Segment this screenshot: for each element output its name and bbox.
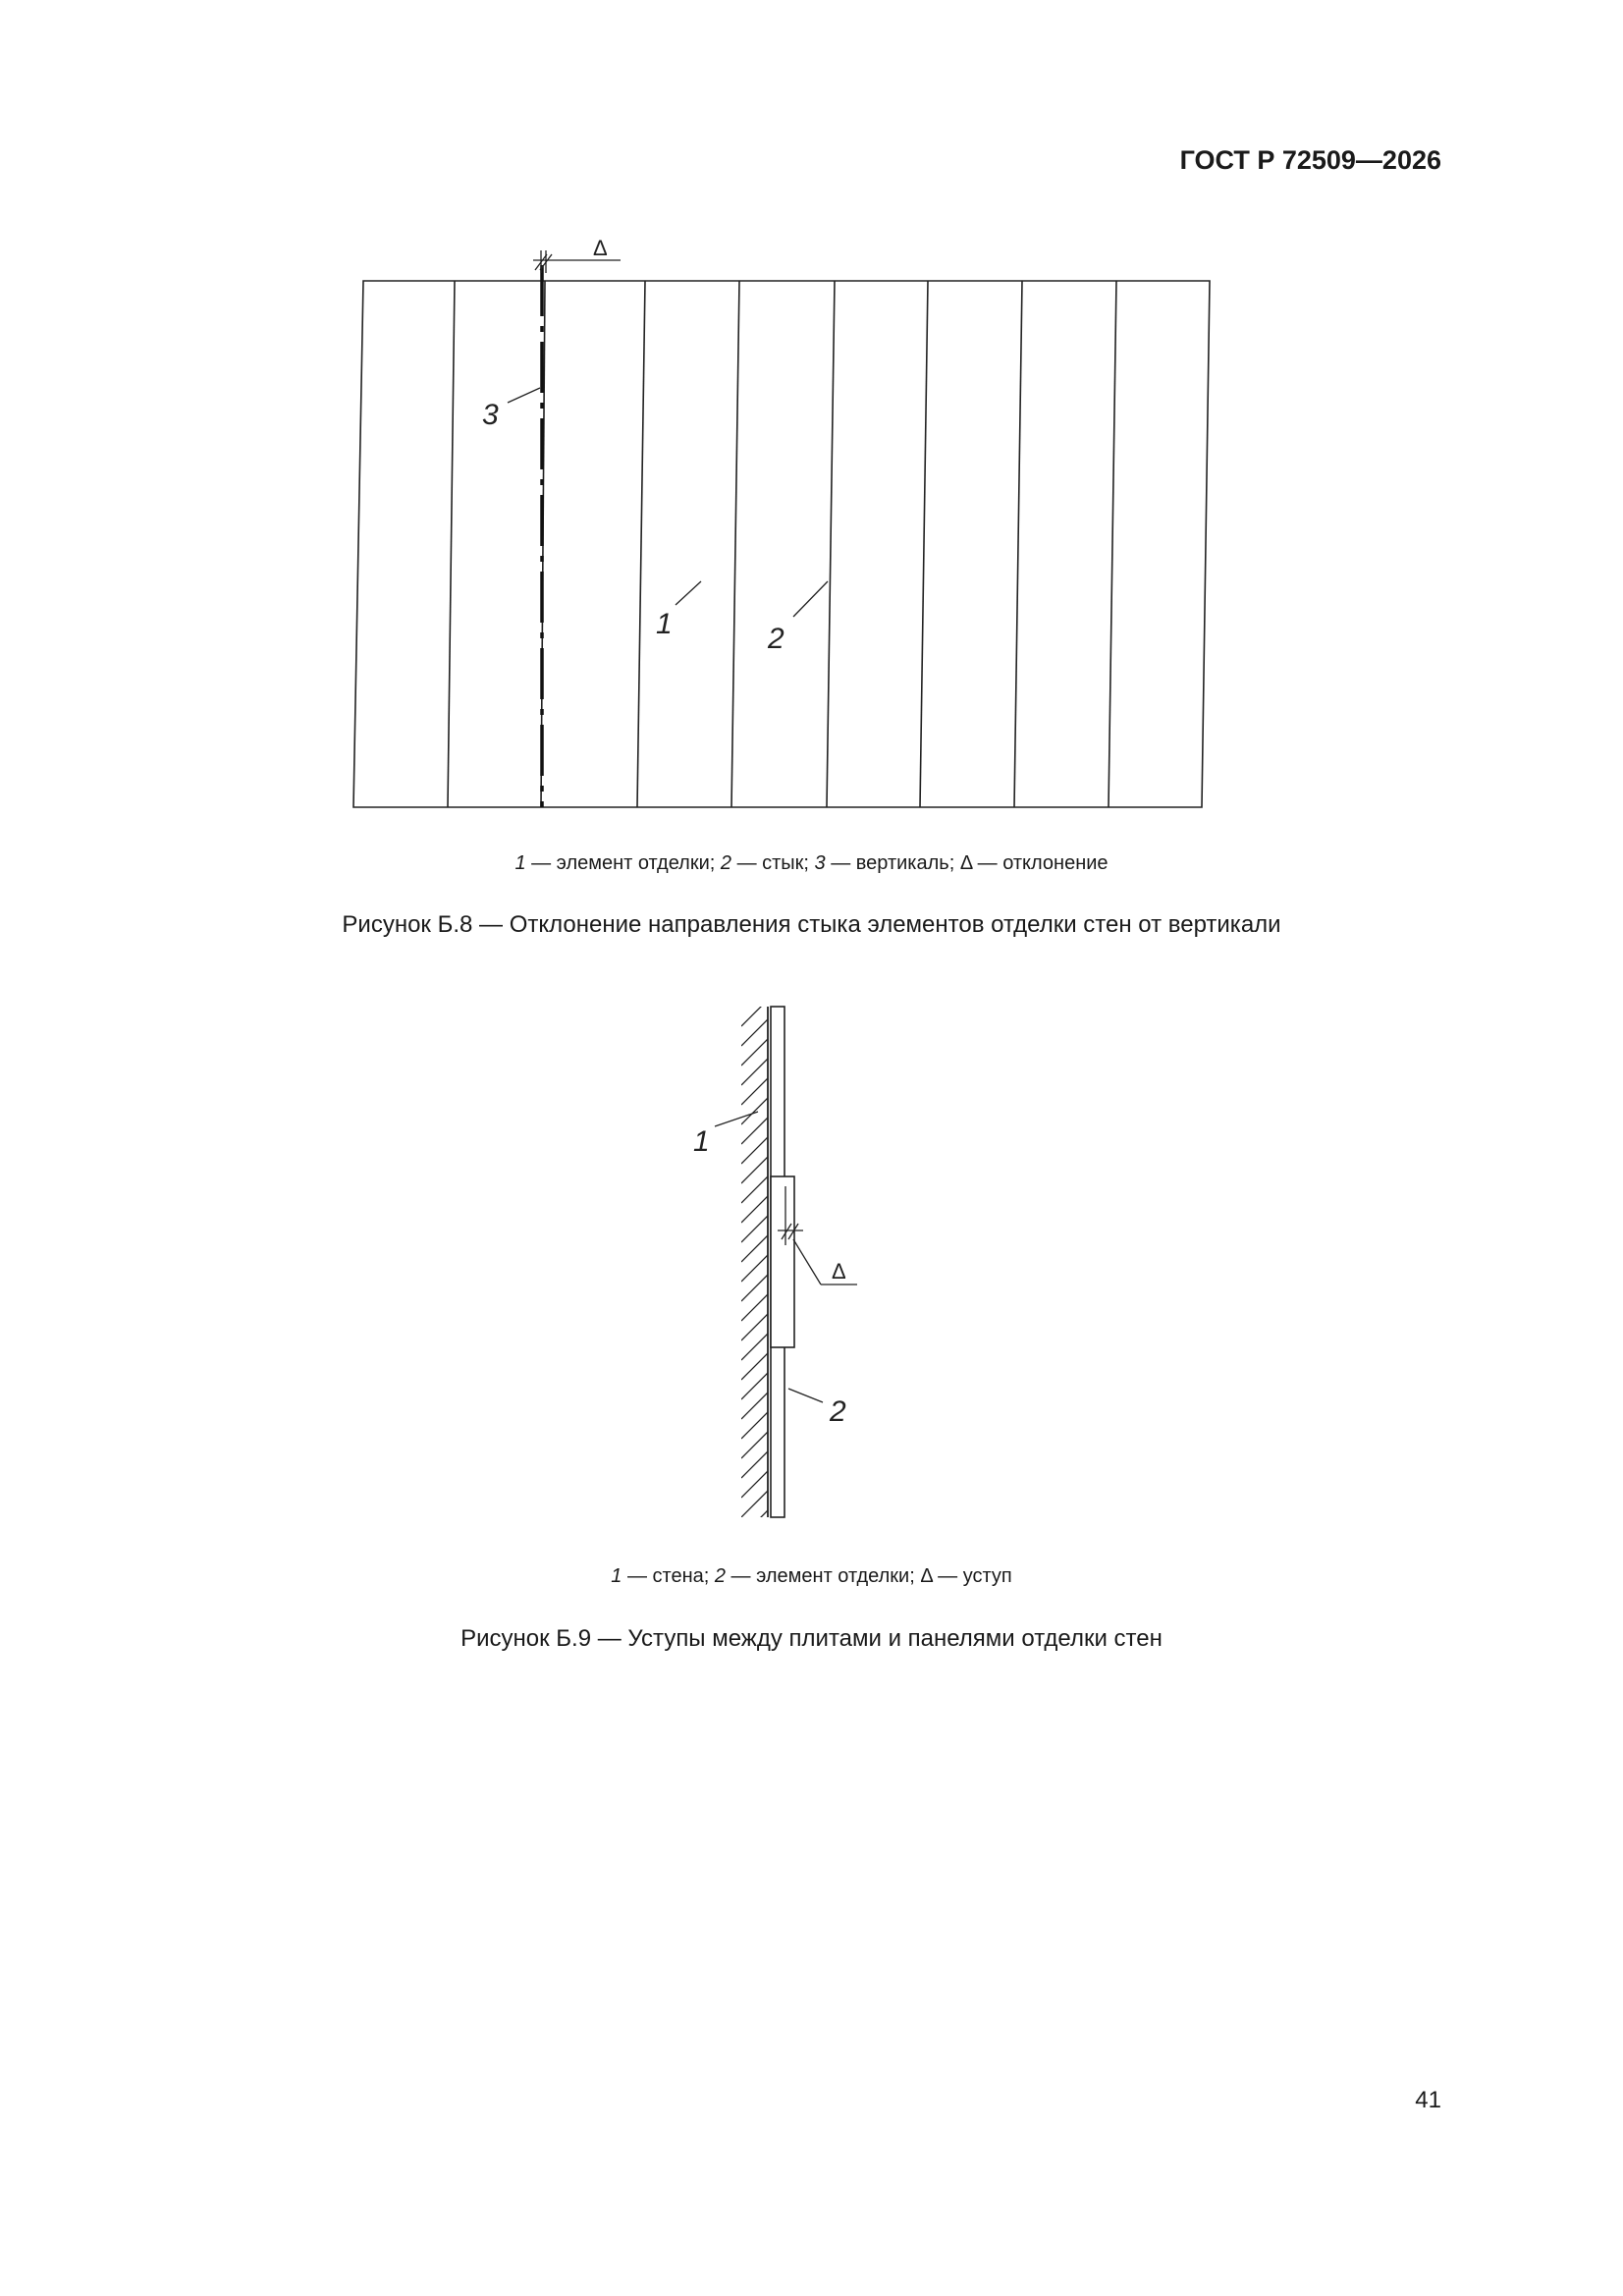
wall-hatching (741, 1000, 768, 1537)
page-number: 41 (1415, 2087, 1441, 2113)
figure-b8-legend: 1 — элемент отделки; 2 — стык; 3 — вертикаль; Δ — отклонение (514, 852, 1109, 874)
delta-label-b8: Δ (593, 236, 608, 260)
figure-b9-caption: Рисунок Б.9 — Уступы между плитами и панелями отделки стен (460, 1625, 1163, 1652)
finish-element-step (771, 1176, 794, 1347)
delta-label-b9: Δ (832, 1259, 846, 1284)
callout-wall: 1 (693, 1125, 710, 1158)
document-code: ГОСТ Р 72509—2026 (1179, 145, 1441, 175)
figure-b9-legend: 1 — стена; 2 — элемент отделки; Δ — уступ (611, 1565, 1012, 1587)
callout-3: 3 (482, 399, 499, 431)
figure-b8-caption: Рисунок Б.8 — Отклонение направления стыка элементов отделки стен от вертикали (342, 911, 1281, 938)
callout-element: 2 (830, 1395, 846, 1428)
callout-2: 2 (768, 623, 784, 655)
callout-1: 1 (656, 608, 673, 640)
